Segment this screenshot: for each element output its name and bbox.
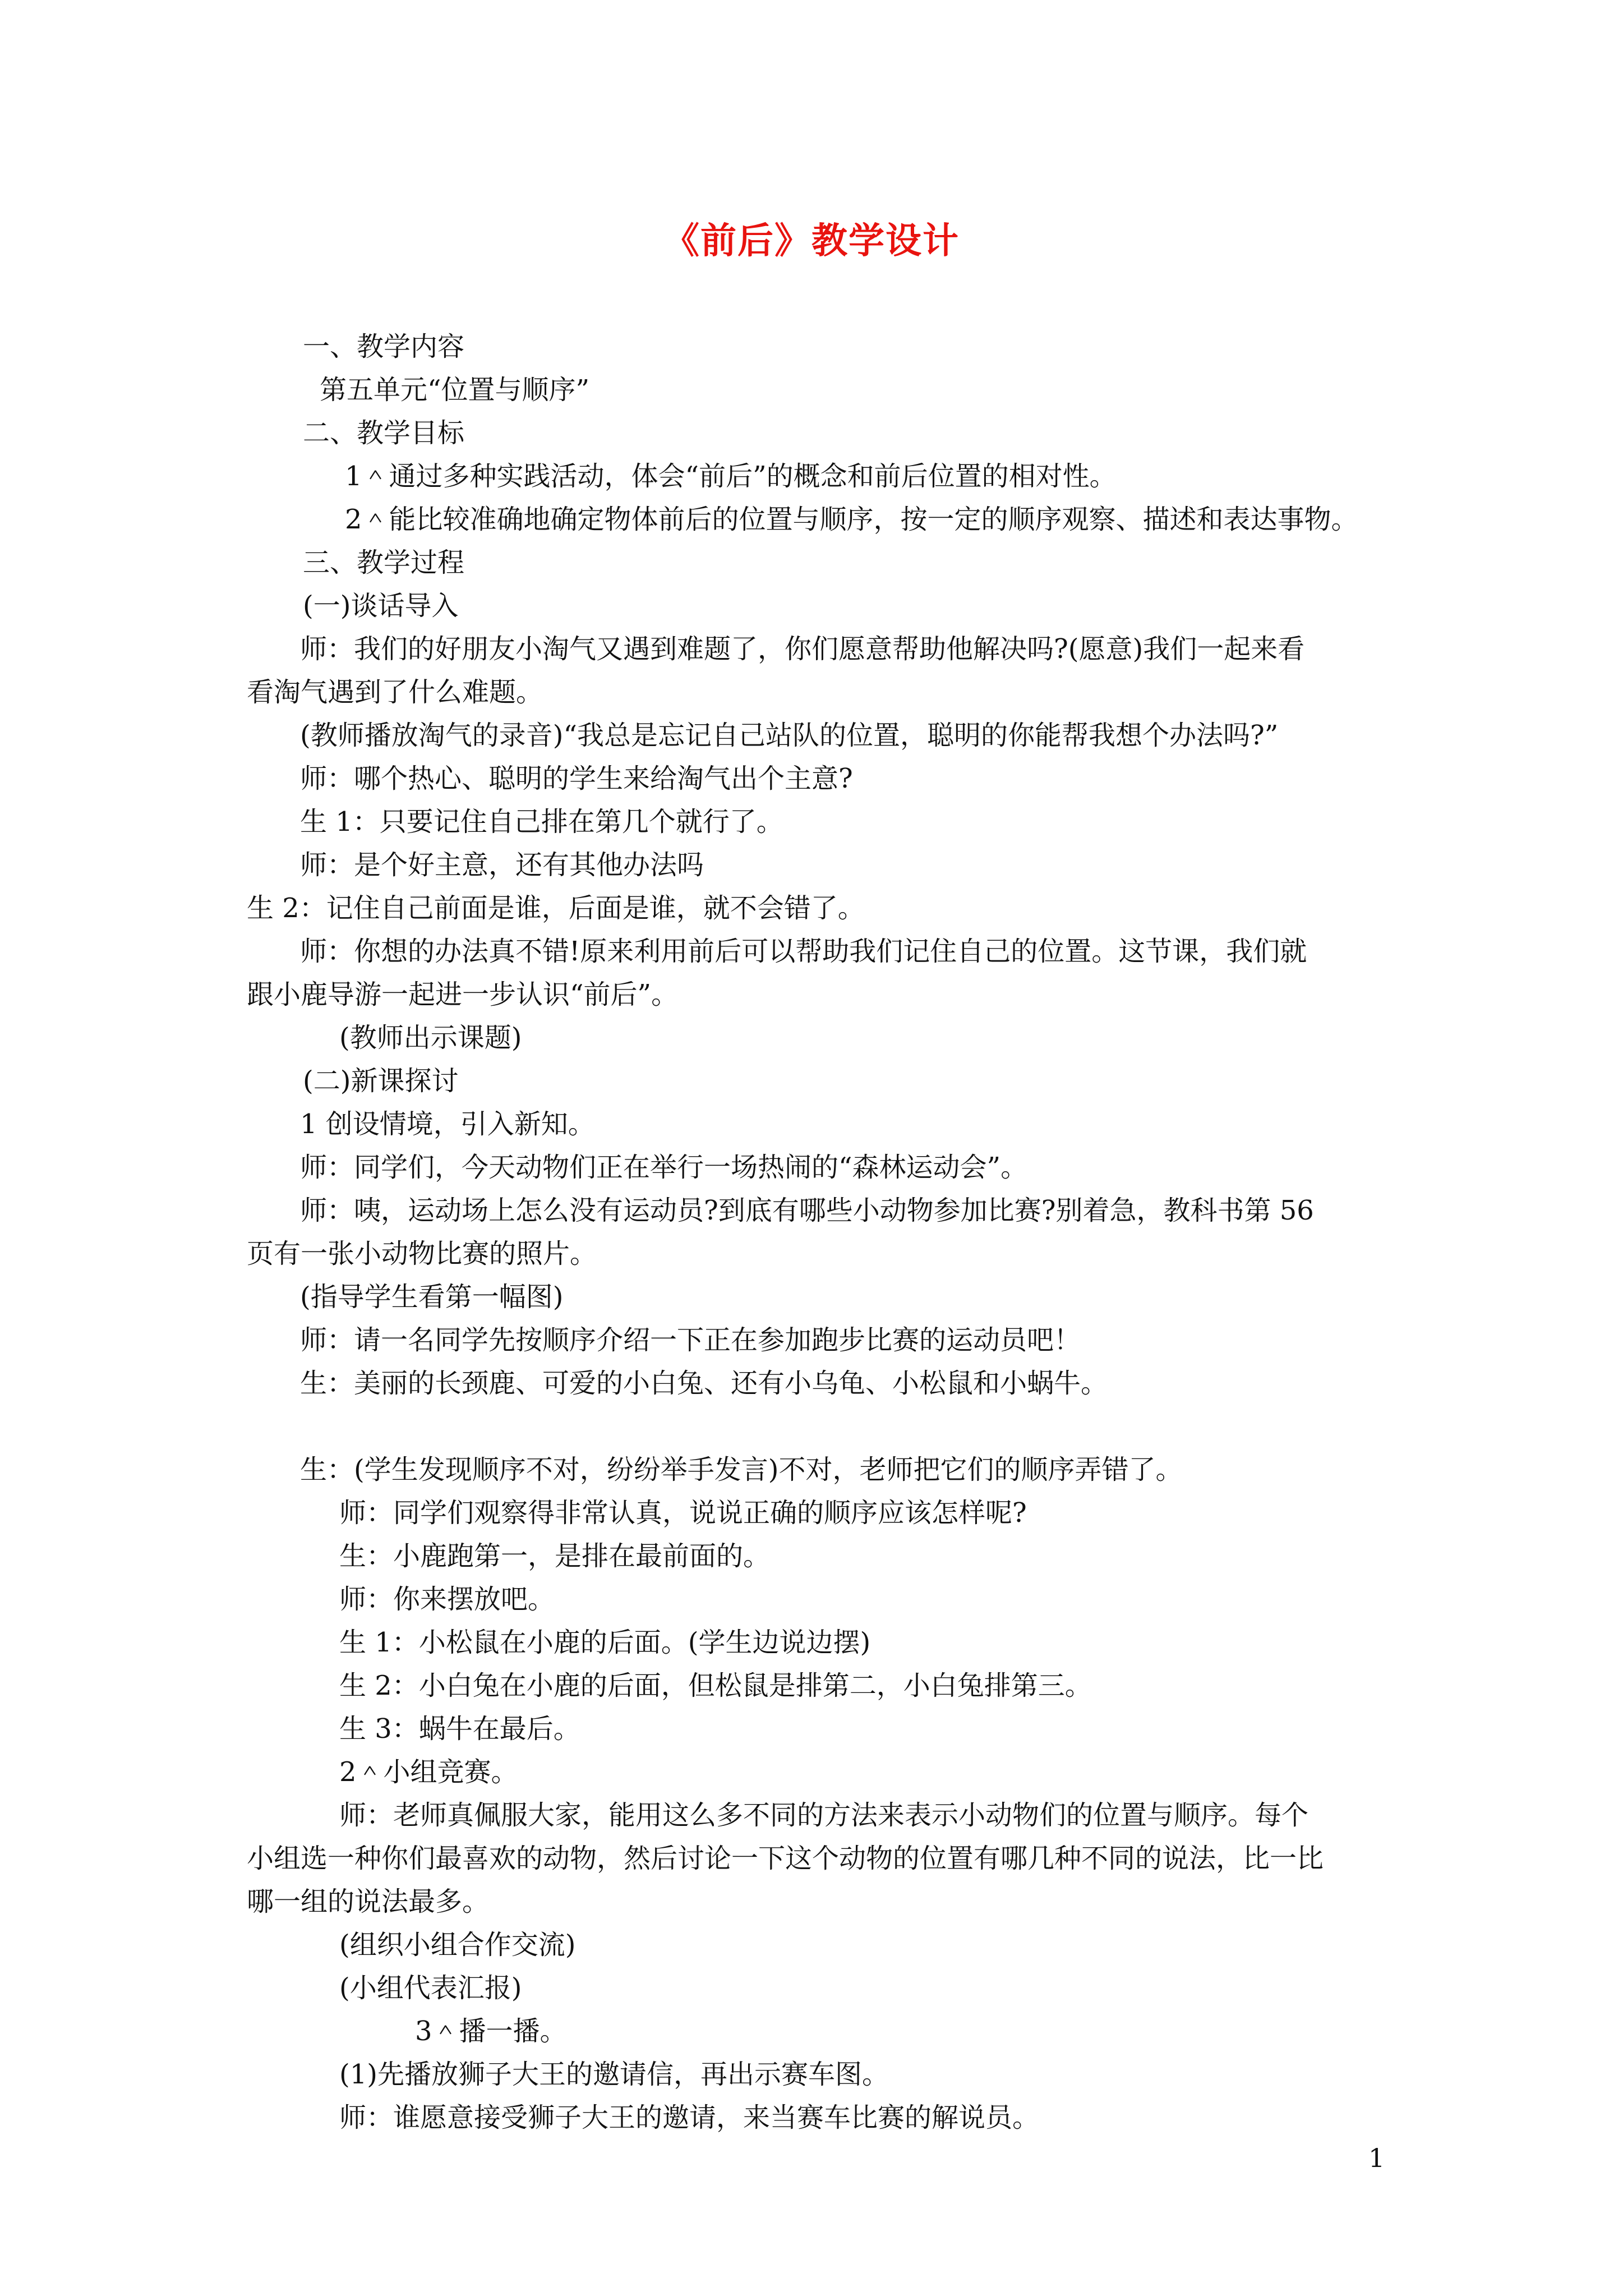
paragraph-line: 生：小鹿跑第一，是排在最前面的。 [339, 1540, 771, 1572]
paragraph-line: (指导学生看第一幅图) [300, 1281, 564, 1313]
paragraph-line: 生：(学生发现顺序不对，纷纷举手发言)不对，老师把它们的顺序弄错了。 [300, 1454, 1183, 1485]
subsection-heading: (二)新课探讨 [303, 1065, 459, 1097]
paragraph-line: 师：同学们观察得非常认真，说说正确的顺序应该怎样呢? [339, 1497, 1027, 1529]
paragraph-line: (小组代表汇报) [339, 1972, 522, 2004]
document-body [247, 325, 1402, 2139]
paragraph-line: 师：老师真佩服大家，能用这么多不同的方法来表示小动物们的位置与顺序。每个 [339, 1800, 1309, 1831]
paragraph-line: 跟小鹿导游一起进一步认识“前后”。 [247, 979, 679, 1010]
paragraph-line: 师：你来摆放吧。 [339, 1584, 555, 1615]
paragraph-line: 生 3：蜗牛在最后。 [339, 1713, 580, 1745]
paragraph-line: 师：同学们，今天动物们正在举行一场热闹的“森林运动会”。 [300, 1152, 1028, 1183]
paragraph-line: 生 2：记住自己前面是谁，后面是谁，就不会错了。 [247, 892, 865, 924]
paragraph-line: (1)先播放狮子大王的邀请信，再出示赛车图。 [339, 2059, 889, 2090]
paragraph-line: 生 1：小松鼠在小鹿的后面。(学生边说边摆) [339, 1627, 871, 1658]
section-heading: 三、教学过程 [303, 547, 465, 578]
paragraph-line: 哪一组的说法最多。 [247, 1886, 490, 1917]
page-number: 1 [1368, 2143, 1385, 2173]
paragraph-line: (教师出示课题) [339, 1022, 522, 1053]
paragraph-line: 生 2：小白兔在小鹿的后面，但松鼠是排第二，小白兔排第三。 [339, 1670, 1092, 1701]
paragraph-line: 页有一张小动物比赛的照片。 [247, 1238, 597, 1269]
paragraph-line: 小组选一种你们最喜欢的动物，然后讨论一下这个动物的位置有哪几种不同的说法，比一比 [247, 1843, 1324, 1874]
paragraph-line: 生：美丽的长颈鹿、可爱的小白兔、还有小乌龟、小松鼠和小蜗牛。 [300, 1368, 1108, 1399]
paragraph-line: 师：你想的办法真不错!原来利用前后可以帮助我们记住自己的位置。这节课，我们就 [300, 936, 1307, 967]
paragraph-line: 1 创设情境，引入新知。 [300, 1108, 595, 1140]
paragraph-line: 第五单元“位置与顺序” [320, 374, 590, 406]
paragraph-line: 1＾通过多种实践活动，体会“前后”的概念和前后位置的相对性。 [345, 461, 1117, 492]
subsection-heading: (一)谈话导入 [303, 590, 459, 622]
paragraph-line: 师：请一名同学先按顺序介绍一下正在参加跑步比赛的运动员吧！ [300, 1324, 1081, 1356]
paragraph-line: 2＾小组竞赛。 [339, 1756, 518, 1788]
document-title: 《前后》教学设计 [663, 220, 960, 262]
paragraph-line: 看淘气遇到了什么难题。 [247, 677, 543, 708]
section-heading: 二、教学目标 [303, 417, 465, 449]
section-heading: 一、教学内容 [303, 331, 465, 362]
paragraph-line: 师：我们的好朋友小淘气又遇到难题了，你们愿意帮助他解决吗?(愿意)我们一起来看 [300, 633, 1305, 665]
paragraph-line: 3＾播一播。 [415, 2016, 567, 2047]
paragraph-line: (组织小组合作交流) [339, 1929, 576, 1961]
paragraph-line: 师：咦，运动场上怎么没有运动员?到底有哪些小动物参加比赛?别着急，教科书第 56 [300, 1195, 1314, 1226]
paragraph-line: 生 1：只要记住自己排在第几个就行了。 [300, 806, 783, 838]
paragraph-line: (教师播放淘气的录音)“我总是忘记自己站队的位置，聪明的你能帮我想个办法吗?” [300, 720, 1279, 751]
blank-line [247, 1405, 1402, 1448]
paragraph-line: 师：哪个热心、聪明的学生来给淘气出个主意? [300, 763, 853, 794]
paragraph-line: 2＾能比较准确地确定物体前后的位置与顺序，按一定的顺序观察、描述和表达事物。 [345, 504, 1358, 535]
paragraph-line: 师：是个好主意，还有其他办法吗 [300, 849, 704, 881]
paragraph-line: 师：谁愿意接受狮子大王的邀请，来当赛车比赛的解说员。 [339, 2102, 1040, 2133]
